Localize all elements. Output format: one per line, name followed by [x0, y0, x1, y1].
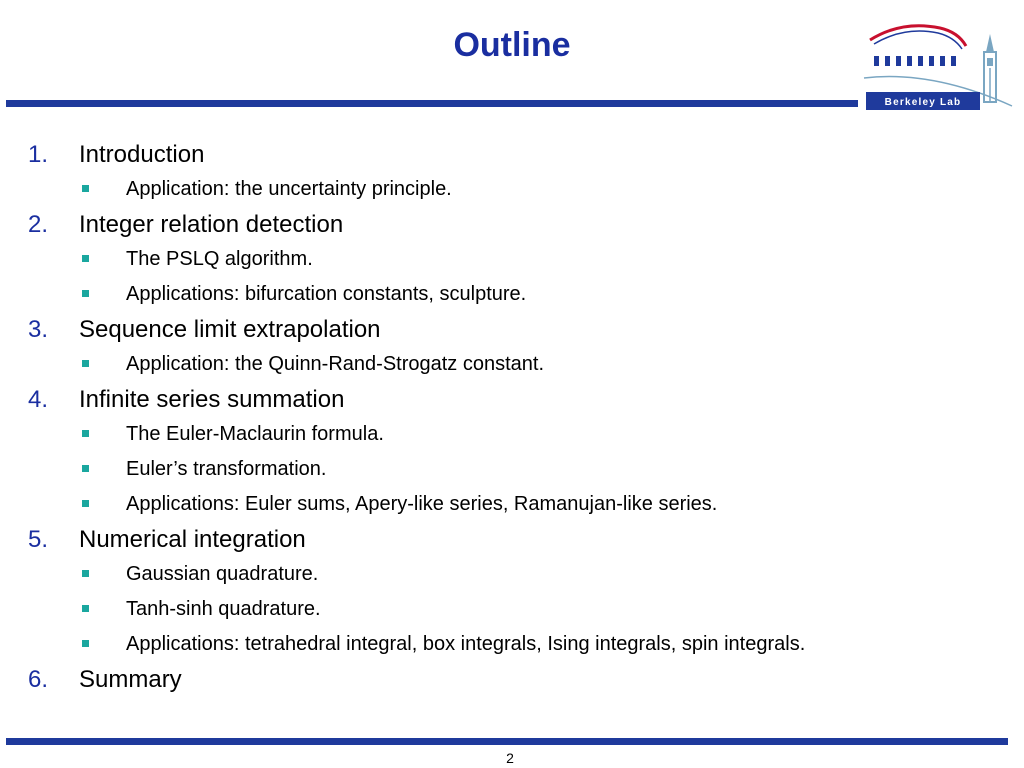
- logo-text: Berkeley Lab: [884, 97, 962, 108]
- berkeley-lab-logo-icon: [862, 18, 1014, 118]
- outline-item-number: 2.: [28, 211, 49, 238]
- square-bullet-icon: [82, 465, 89, 472]
- square-bullet-icon: [82, 605, 89, 612]
- footer-divider: [6, 738, 1008, 745]
- outline-subitem: [28, 557, 1018, 592]
- outline-item-1: [28, 137, 1018, 172]
- outline-item-5: [28, 522, 1018, 557]
- campanile-tower-icon: [984, 34, 996, 102]
- outline-item-2: [28, 207, 1018, 242]
- outline-subitem: [28, 452, 1018, 487]
- page-number: 2: [506, 750, 514, 766]
- square-bullet-icon: [82, 570, 89, 577]
- outline-subitem: [28, 242, 1018, 277]
- outline-subitem: [28, 347, 1018, 382]
- outline-subitem: [28, 487, 1018, 522]
- outline-item-4: [28, 382, 1018, 417]
- building-columns-icon: [874, 56, 956, 66]
- square-bullet-icon: [82, 290, 89, 297]
- square-bullet-icon: [82, 500, 89, 507]
- outline-item-label: Sequence limit extrapolation: [79, 316, 381, 343]
- outline-subitem: [28, 592, 1018, 627]
- outline-subitem-text: Application: the uncertainty principle.: [126, 178, 452, 200]
- outline-item-number: 6.: [28, 666, 49, 693]
- outline-subitem-text: Application: the Quinn-Rand-Strogatz constant.: [126, 353, 545, 375]
- outline-item-label: Summary: [79, 666, 182, 693]
- square-bullet-icon: [82, 255, 89, 262]
- outline-subitem: [28, 277, 1018, 312]
- outline-subitem-text: Euler’s transformation.: [126, 458, 327, 480]
- outline-subitem-text: The Euler-Maclaurin formula.: [126, 423, 384, 445]
- outline-subitem: [28, 417, 1018, 452]
- outline-subitem: [28, 172, 1018, 207]
- outline-subitem: [28, 627, 1018, 662]
- title-divider: [6, 100, 858, 107]
- outline-item-3: [28, 312, 1018, 347]
- outline-item-number: 4.: [28, 386, 49, 413]
- outline-subitem-text: Applications: Euler sums, Apery-like series, Ramanujan-like series.: [126, 493, 718, 515]
- outline-subitem-text: The PSLQ algorithm.: [126, 248, 313, 270]
- outline-subitem-text: Tanh-sinh quadrature.: [126, 598, 321, 620]
- outline-item-label: Introduction: [79, 141, 205, 168]
- outline-item-6: [28, 662, 1018, 697]
- outline-item-label: Infinite series summation: [79, 386, 345, 413]
- outline-item-number: 5.: [28, 526, 49, 553]
- berkeley-lab-logo: [862, 18, 1014, 118]
- outline-subitem-text: Applications: tetrahedral integral, box integrals, Ising integrals, spin integrals.: [126, 633, 806, 655]
- square-bullet-icon: [82, 185, 89, 192]
- square-bullet-icon: [82, 640, 89, 647]
- outline-list: [28, 137, 1018, 697]
- outline-subitem-text: Gaussian quadrature.: [126, 563, 319, 585]
- outline-item-label: Numerical integration: [79, 526, 306, 553]
- slide-title: Outline: [453, 26, 571, 64]
- outline-subitem-text: Applications: bifurcation constants, sculpture.: [126, 283, 527, 305]
- square-bullet-icon: [82, 430, 89, 437]
- outline-item-number: 1.: [28, 141, 49, 168]
- square-bullet-icon: [82, 360, 89, 367]
- outline-item-number: 3.: [28, 316, 49, 343]
- outline-item-label: Integer relation detection: [79, 211, 344, 238]
